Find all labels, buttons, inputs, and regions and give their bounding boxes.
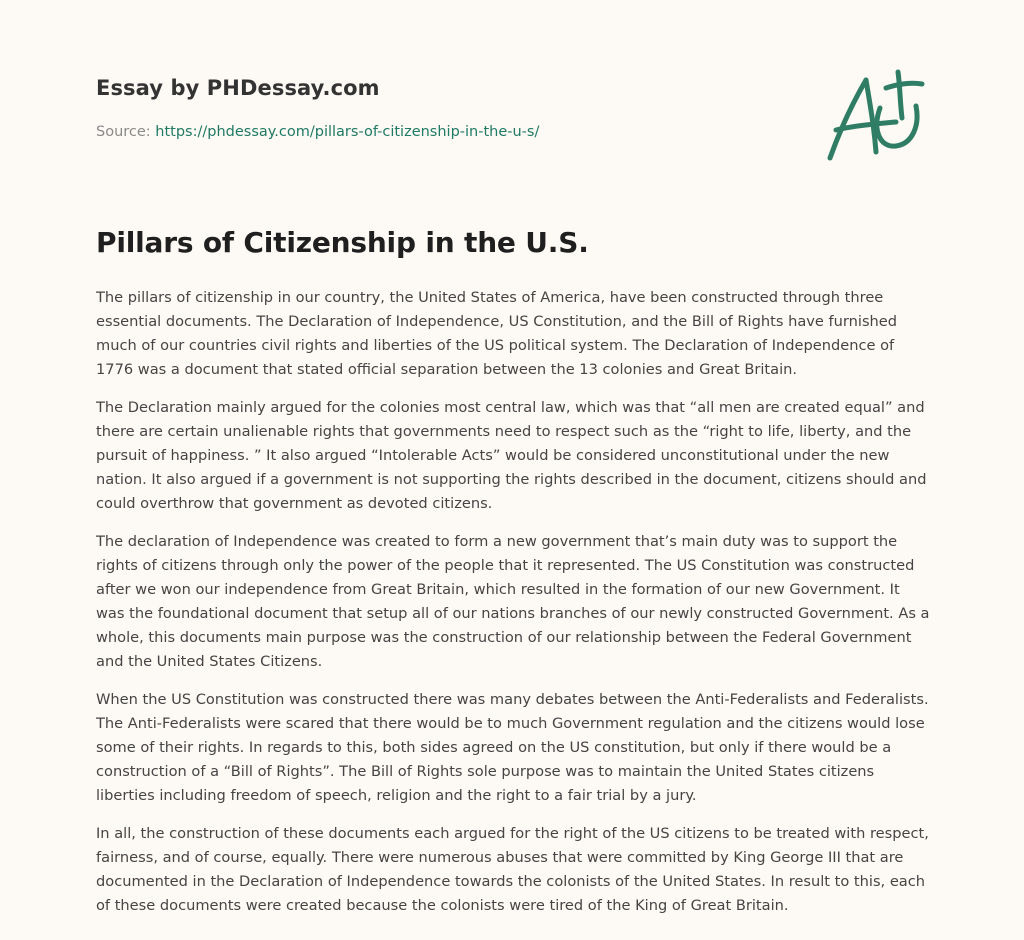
site-title: Essay by PHDessay.com [96,76,380,100]
essay-title: Pillars of Citizenship in the U.S. [96,226,589,259]
essay-body [96,286,932,932]
essay-paragraph: When the US Constitution was constructed there was many debates between the Anti-Federalists and Federalists. The Anti-Federalists were scared that there would be to much Government regulation and the citizens would lose some of their rights. In regards to this, both sides agreed on the US constitution, but only if there would be a construction of a “Bill of Rights”. The Bill of Rights sole purpose was to maintain the United States citizens liberties including freedom of speech, religion and the right to a fair trial by a jury. [96,691,929,804]
essay-paragraph: The Declaration mainly argued for the colonies most central law, which was that “all men are created equal” and there are certain unalienable rights that governments need to respect such as the “right to life, liberty, and the pursuit of happiness. ” It also argued “Intolerable Acts” would be considered unconstitutional under the new nation. It also argued if a government is not supporting the rights described in the document, citizens should and could overthrow that government as devoted citizens. [96,399,927,512]
source-label: Source: [96,124,151,140]
essay-paragraph: The declaration of Independence was created to form a new government that’s main duty was to support the rights of citizens through only the power of the people that it represented. The US Constitution was constructed after we won our independence from Great Britain, which resulted in the formation of our new Government. It was the foundational document that setup all of our nations branches of our newly constructed Government. As a whole, this documents main purpose was the construction of our relationship between the Federal Government and the United States Citizens. [96,533,930,670]
essay-paragraph: In all, the construction of these documents each argued for the right of the US citizens to be treated with respect, fairness, and of course, equally. There were numerous abuses that were committed by King George III that are documented in the Declaration of Independence towards the colonists of the United States. In result to this, each of these documents were created because the colonists were tired of the King of Great Britain. [96,825,929,914]
essay-paragraph: The pillars of citizenship in our country, the United States of America, have been constructed through three essential documents. The Declaration of Independence, US Constitution, and the Bill of Rights have furnished much of our countries civil rights and liberties of the US political system. The Declaration of Independence of 1776 was a document that stated official separation between the 13 colonies and Great Britain. [96,289,898,378]
source-link[interactable]: https://phdessay.com/pillars-of-citizenship-in-the-u-s/ [155,124,540,140]
a-plus-logo-icon [822,68,930,164]
source-line [96,124,539,140]
